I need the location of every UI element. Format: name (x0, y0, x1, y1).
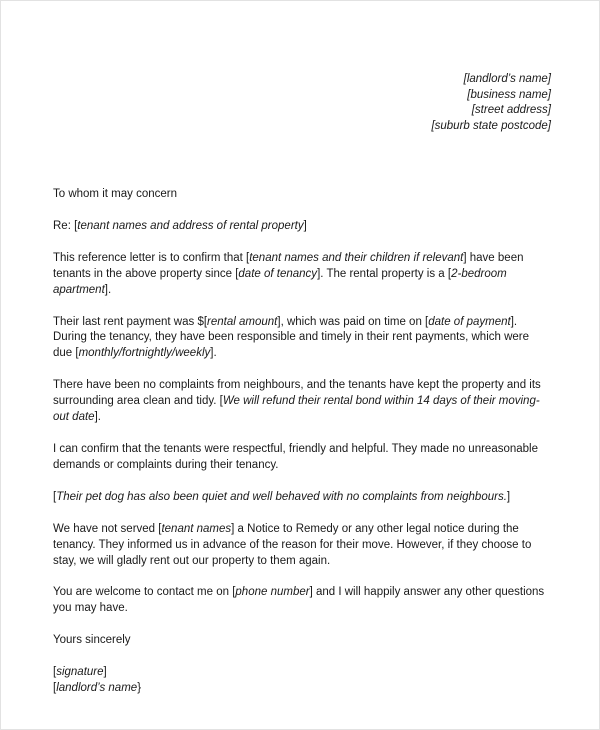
paragraph-rent-payment (53, 315, 551, 363)
signature-name-prefix: [ (53, 682, 57, 695)
p5-text-1: [ (53, 490, 57, 503)
signature-name-suffix: } (137, 682, 142, 695)
salutation: To whom it may concern (53, 188, 177, 200)
p1-placeholder-property-type: 2-bedroom apartment (53, 267, 507, 296)
p2-text-1: Their last rent payment was $[ (53, 315, 208, 328)
p2-placeholder-date-of-payment: date of payment (428, 315, 511, 328)
paragraph-tenancy-confirmation (53, 251, 551, 299)
p1-text-4: ]. (104, 283, 112, 296)
document-content (53, 1, 551, 729)
p3-placeholder-bond-refund: We will refund their rental bond within 14 days of their moving-out date (53, 395, 540, 424)
p3-text-2: ]. (94, 411, 101, 424)
paragraph-tenant-conduct (53, 442, 551, 474)
letterhead-line-business-name: [business name] (467, 88, 551, 101)
p3-text-1: There have been no complaints from neighbours, and the tenants have kept the property and its surrounding area clean and tidy. [ (53, 379, 541, 408)
p1-placeholder-date-of-tenancy: date of tenancy (238, 267, 318, 280)
p1-text-1: This reference letter is to confirm that [ (53, 251, 250, 264)
signature-name-placeholder: landlord’s name (56, 682, 138, 695)
p2-placeholder-payment-frequency: monthly/fortnightly/weekly (78, 347, 211, 360)
signature-name-line (53, 681, 551, 697)
p5-placeholder-pet-statement: Their pet dog has also been quiet and well behaved with no complaints from neighbours. (56, 490, 507, 503)
letterhead-line-street-address: [street address] (471, 104, 551, 117)
subject-placeholder: tenant names and address of rental property (77, 219, 304, 232)
p6-placeholder-tenant-names: tenant names (161, 522, 232, 535)
p5-text-2: ] (506, 490, 511, 503)
letter-body (53, 187, 551, 697)
p1-text-2: ] have been tenants in the above property since [ (53, 251, 524, 280)
p6-text-1: We have not served [ (53, 522, 162, 535)
paragraph-contact (53, 585, 551, 617)
p2-text-3: ]. During the tenancy, they have been responsible and timely in their rent payments, which were due [ (53, 315, 530, 360)
p7-placeholder-phone-number: phone number (235, 586, 310, 599)
signature-prefix: [ (53, 666, 57, 679)
closing-salutation: Yours sincerely (53, 634, 131, 647)
paragraph-property-condition (53, 378, 551, 426)
signature-suffix: ] (103, 666, 107, 679)
letterhead-block (431, 72, 551, 134)
p7-text-1: You are welcome to contact me on [ (53, 586, 236, 599)
letterhead-line-landlord-name: [landlord’s name] (463, 73, 551, 85)
p7-text-2: ] and I will happily answer any other questions you may have. (53, 586, 545, 615)
paragraph-notice-to-remedy (53, 522, 551, 570)
letterhead-line-suburb-state-postcode: [suburb state postcode] (431, 119, 551, 132)
paragraph-pet (53, 490, 551, 506)
p4-text-1: I can confirm that the tenants were respectful, friendly and helpful. They made no unreasonable demands or complaints during their tenancy. (53, 442, 538, 471)
subject-line (53, 219, 551, 235)
p2-placeholder-rental-amount: rental amount (207, 315, 278, 328)
p2-text-2: ], which was paid on time on [ (277, 315, 429, 328)
p2-text-4: ]. (210, 347, 217, 360)
p1-placeholder-tenant-names: tenant names and their children if relevant (249, 251, 464, 264)
subject-suffix: ] (303, 219, 307, 232)
subject-prefix: Re: [ (53, 219, 78, 232)
signature-placeholder: signature (56, 666, 104, 679)
p6-text-2: ] a Notice to Remedy or any other legal notice during the tenancy. They informed us in advance of the reason for their move. However, if they choose to stay, we will gladly rent out our property to them again. (53, 522, 532, 567)
p1-text-3: ]. The rental property is a [ (317, 267, 452, 280)
signature-line (53, 665, 551, 681)
